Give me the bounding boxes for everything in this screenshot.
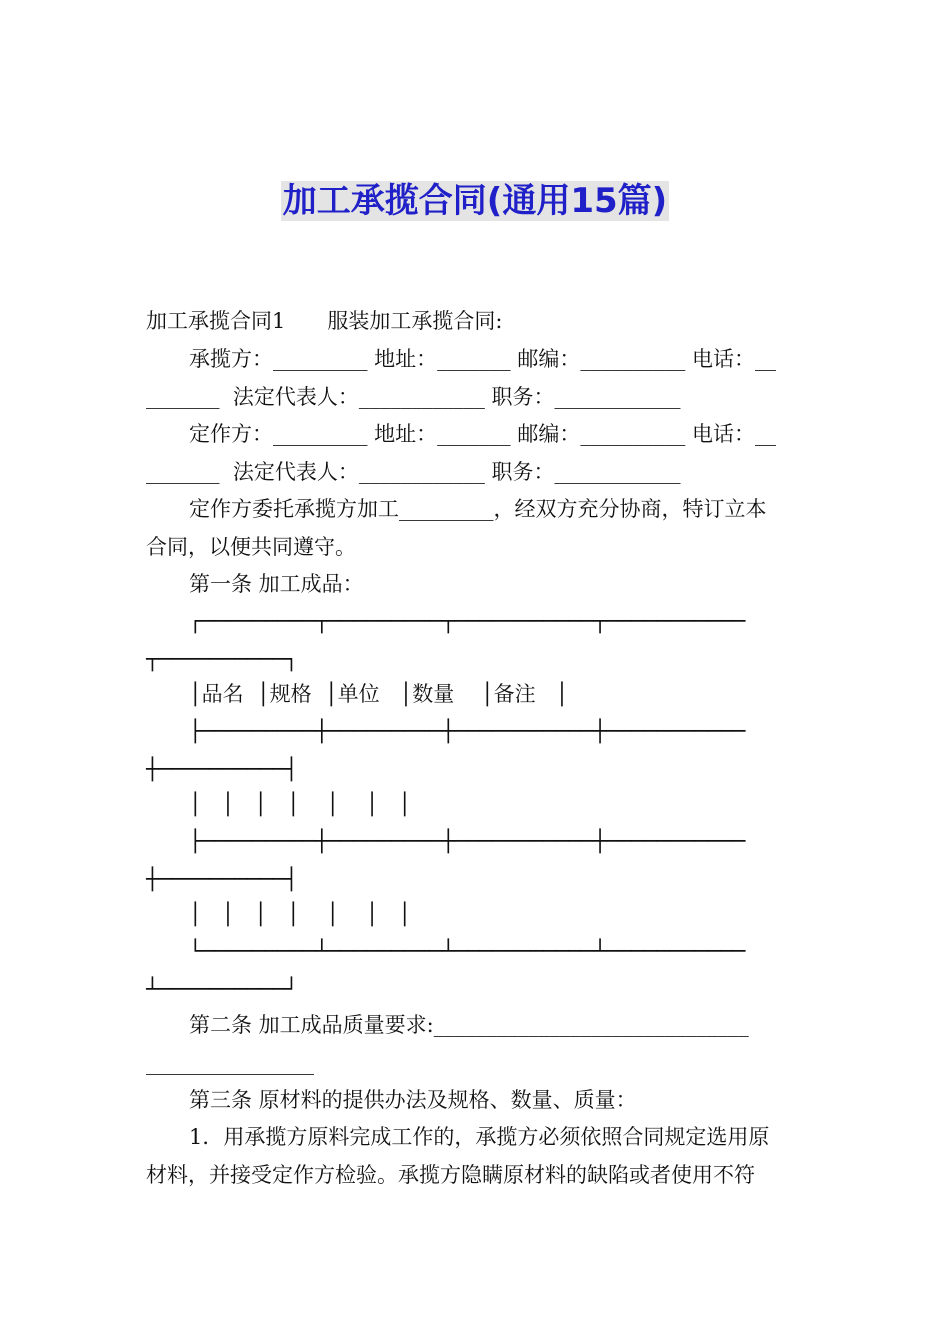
table-row: │ │ │ │ │ │ │ (189, 902, 412, 926)
article-3-item-1-cont: 材料，并接受定作方检验。承揽方隐瞒原材料的缺陷或者使用不符 (146, 1163, 755, 1187)
table-border-bottom-cont: ┴──────────┘ (146, 977, 298, 1001)
table-border-mid: ├─────────┼─────────┼───────────┼─────────── (189, 719, 746, 743)
orderer-line: 定作方：_________ 地址：_______ 邮编：__________ 电话：__ (189, 422, 777, 446)
table-header-row: │品名 │规格 │单位 │数量 │备注 │ (189, 682, 569, 706)
intro-paragraph: 定作方委托承揽方加工_________，经双方充分协商，特订立本 (189, 497, 767, 521)
contractor-line-cont: _______ 法定代表人：____________ 职务：____________ (146, 385, 681, 409)
table-row: │ │ │ │ │ │ │ (189, 792, 412, 816)
table-border-bottom: └─────────┴─────────┴───────────┴─────────── (189, 939, 746, 963)
article-2-heading-cont: ________________ (146, 1051, 314, 1075)
paragraph-heading: 加工承揽合同1 服装加工承揽合同: (146, 309, 503, 333)
table-border-mid: ├─────────┼─────────┼───────────┼─────────── (189, 829, 746, 853)
document-title: 加工承揽合同(通用15篇) (282, 181, 668, 221)
intro-paragraph-cont: 合同，以便共同遵守。 (146, 535, 356, 559)
article-2-heading: 第二条 加工成品质量要求:______________________________ (189, 1013, 749, 1037)
orderer-line-cont: _______ 法定代表人：____________ 职务：____________ (146, 460, 681, 484)
table-border-mid-cont: ┼──────────┤ (146, 867, 298, 891)
article-3-heading: 第三条 原材料的提供办法及规格、数量、质量： (189, 1088, 637, 1112)
table-border-top: ┌─────────┬─────────┬───────────┬─────────── (189, 609, 746, 633)
article-1-heading: 第一条 加工成品： (189, 572, 364, 596)
table-border-top-cont: ┬──────────┐ (146, 647, 298, 671)
table-border-mid-cont: ┼──────────┤ (146, 757, 298, 781)
contractor-line: 承揽方：_________ 地址：_______ 邮编：__________ 电话：__ (189, 347, 777, 371)
article-3-item-1: 1．用承揽方原料完成工作的，承揽方必须依照合同规定选用原 (189, 1125, 770, 1149)
